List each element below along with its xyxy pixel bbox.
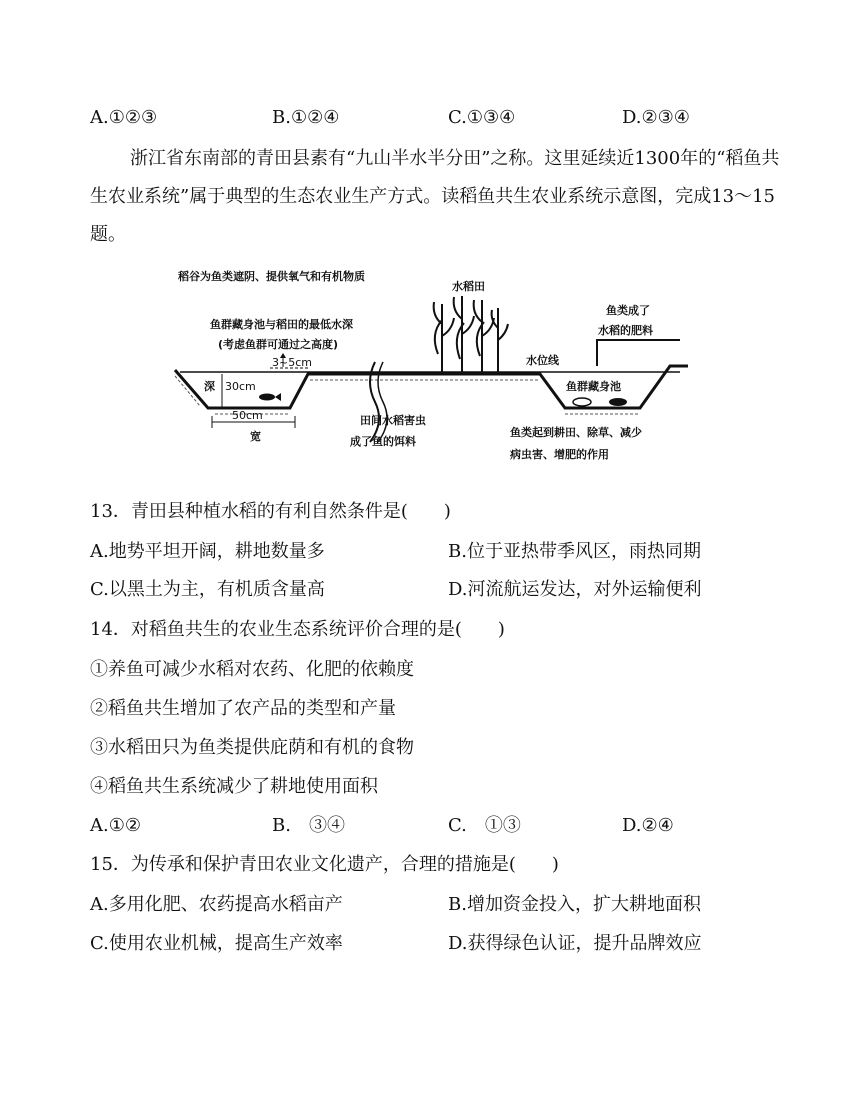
label-min-depth-1: 鱼群藏身池与稻田的最低水深	[210, 318, 353, 331]
q12-option-d: D.②③④	[622, 107, 690, 128]
label-3to5: 3~5cm	[272, 356, 312, 369]
label-30cm: 30cm	[225, 380, 256, 393]
q14-item-2: ②稻鱼共生增加了农产品的类型和产量	[90, 698, 396, 719]
q13-option-c: C.以黑土为主，有机质含量高	[90, 579, 325, 600]
label-fertilizer-2: 水稻的肥料	[598, 324, 653, 337]
label-deep: 深	[204, 380, 215, 393]
label-pests-2: 成了鱼的饵料	[350, 435, 416, 448]
q13-stem: 13．青田县种植水稻的有利自然条件是( )	[90, 501, 451, 522]
q12-option-c: C.①③④	[448, 107, 516, 128]
label-min-depth-2: (考虑鱼群可通过之高度)	[218, 338, 339, 351]
q14-option-b: B. ③④	[272, 815, 345, 836]
q15-option-d: D.获得绿色认证，提升品牌效应	[448, 933, 702, 954]
label-fertilizer-1: 鱼类成了	[606, 304, 650, 317]
label-fish-role-2: 病虫害、增肥的作用	[510, 448, 609, 461]
intro-paragraph: 浙江省东南部的青田县素有“九山半水半分田”之称。这里延续近1300年的“稻鱼共生农业系统”属于典型的生态农业生产方式。读稻鱼共生农业系统示意图，完成13～15题。	[90, 148, 780, 245]
q13-option-d: D.河流航运发达，对外运输便利	[448, 579, 702, 600]
q12-option-a: A.①②③	[90, 107, 158, 128]
label-top: 稻谷为鱼类遮阴、提供氧气和有机物质	[178, 270, 365, 283]
fish-icon	[259, 394, 275, 401]
label-fish-role-1: 鱼类起到耕田、除草、减少	[510, 426, 642, 439]
q13-option-b: B.位于亚热带季风区，雨热同期	[448, 541, 701, 562]
label-waterline: 水位线	[526, 354, 559, 367]
q14-stem: 14．对稻鱼共生的农业生态系统评价合理的是( )	[90, 619, 505, 640]
q13-option-a: A.地势平坦开阔，耕地数量多	[90, 541, 325, 562]
q14-option-c: C. ①③	[448, 815, 521, 836]
q14-item-1: ①养鱼可减少水稻对农药、化肥的依赖度	[90, 659, 414, 680]
label-50cm: 50cm	[232, 409, 263, 422]
q12-option-b: B.①②④	[272, 107, 340, 128]
q14-option-a: A.①②	[90, 815, 141, 836]
label-pests-1: 田间水稻害虫	[360, 414, 426, 427]
label-wide: 宽	[250, 430, 261, 443]
q14-option-d: D.②④	[622, 815, 674, 836]
q14-item-3: ③水稻田只为鱼类提供庇荫和有机的食物	[90, 737, 414, 758]
label-pool: 鱼群藏身池	[566, 380, 621, 393]
q15-option-a: A.多用化肥、农药提高水稻亩产	[90, 894, 343, 915]
rice-plants-icon	[434, 296, 508, 372]
q15-option-b: B.增加资金投入，扩大耕地面积	[448, 894, 701, 915]
rice-fish-diagram	[170, 264, 690, 474]
q15-stem: 15．为传承和保护青田农业文化遗产，合理的措施是( )	[90, 854, 559, 875]
label-paddy: 水稻田	[452, 280, 485, 293]
q15-option-c: C.使用农业机械，提高生产效率	[90, 933, 343, 954]
q14-item-4: ④稻鱼共生系统减少了耕地使用面积	[90, 776, 378, 797]
